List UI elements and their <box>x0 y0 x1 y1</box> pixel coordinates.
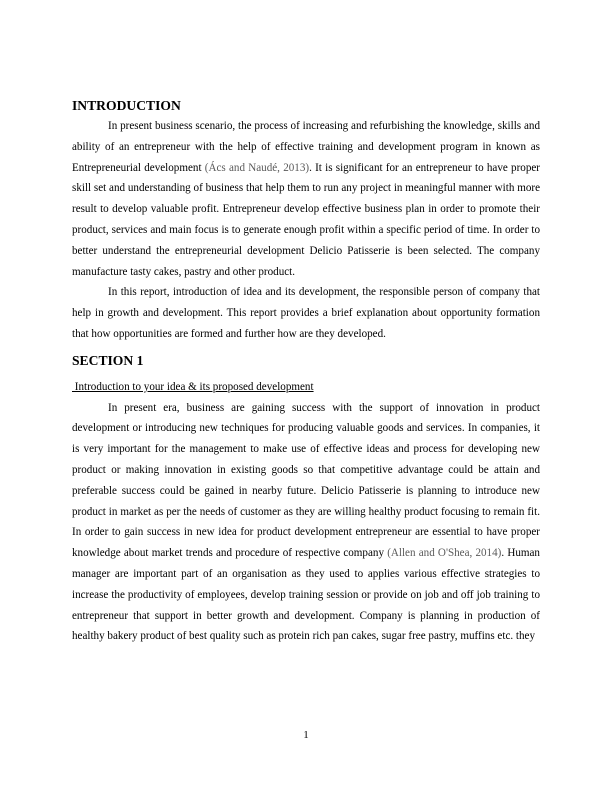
section1-p1-text-b: . Human manager are important part of an organisation as they used to applies various effective strategies to increase the productivity of employees, develop training session or provide on job and off job training to entrepreneur that support in better growth and development. Company is planning in production of healthy bakery product of best quality such as protein rich pan cakes, sugar free pastry, muffins etc. they <box>72 547 540 643</box>
intro-citation: (Ács and Naudé, 2013) <box>204 161 310 174</box>
section-1-subheading <box>72 377 540 398</box>
intro-p1-text-a: In present business scenario, the process of increasing and refurbishing the knowledge, skills and ability of an entrepreneur with the help of effective training and development program in known as Entrepreneurial development <box>72 120 540 174</box>
page-number: 1 <box>303 729 309 741</box>
introduction-paragraph-1 <box>72 116 540 282</box>
section-1-paragraph-1 <box>72 398 540 648</box>
section-1-heading: SECTION 1 <box>72 352 144 368</box>
section-1-subheading-text: Introduction to your idea & its proposed development <box>72 380 314 393</box>
intro-p1-text-b: . It is significant for an entrepreneur to have proper skill set and understanding of business that help them to run any project in meaningful manner with more result to develop valuable profit. Entrepreneur develop effective business plan in order to promote their product, services and main focus is to generate enough profit within a specific period of time. In order to better understand the entrepreneurial development Delicio Patisserie is been selected. The company manufacture tasty cakes, pastry and other product. <box>72 161 540 278</box>
section1-citation: (Allen and O'Shea, 2014) <box>387 547 502 560</box>
section1-p1-text-a: In present era, business are gaining success with the support of innovation in product development or introducing new techniques for producing valuable goods and services. In companies, it is very important for the management to make use of effective ideas and process for developing new product or making innovation in existing goods so that competitive advantage could be attain and preferable success could be gained in nearby future. Delicio Patisserie is planning to introduce new product in market as per the needs of customer as they are willing healthy product focusing to remain fit. In order to gain success in new idea for product development entrepreneur are essential to have proper knowledge about market trends and procedure of respective company <box>72 401 540 560</box>
page-body <box>72 96 540 647</box>
introduction-heading: INTRODUCTION <box>72 98 181 113</box>
introduction-paragraph-2: In this report, introduction of idea and its development, the responsible person of company that help in growth and development. This report provides a brief explanation about opportunity formation that how opportunities are formed and further how are they developed. <box>72 286 540 340</box>
